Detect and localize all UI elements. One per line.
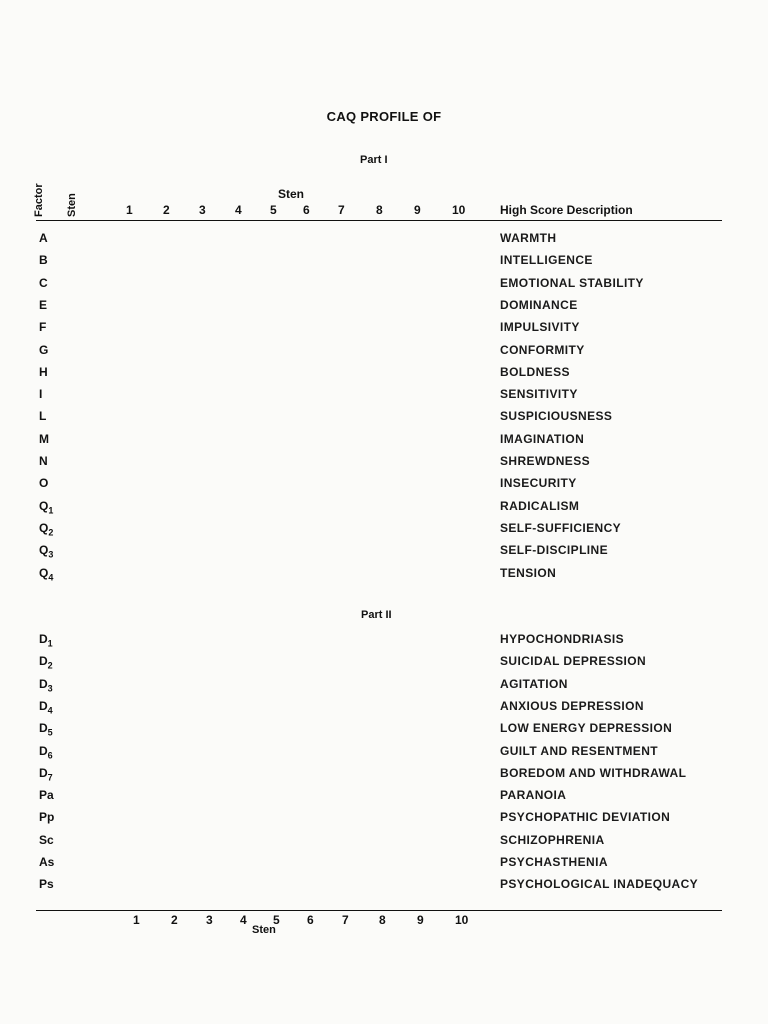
high-score-description: IMAGINATION	[500, 432, 585, 446]
footer-scale-tick: 6	[307, 913, 314, 927]
header-scale-tick: 7	[338, 203, 345, 217]
factor-letter: Ps	[39, 877, 54, 891]
high-score-description: EMOTIONAL STABILITY	[500, 276, 644, 290]
factor-label	[39, 810, 54, 824]
header-scale-tick: 5	[270, 203, 277, 217]
high-score-description: BOLDNESS	[500, 365, 570, 379]
sten-column-header: Sten	[66, 193, 78, 217]
factor-letter: I	[39, 387, 43, 401]
header-scale-tick: 9	[414, 203, 421, 217]
factor-letter: Q	[39, 521, 49, 535]
header-scale-tick: 4	[235, 203, 242, 217]
header-scale-tick: 6	[303, 203, 310, 217]
factor-label	[39, 855, 54, 869]
high-score-description: SUSPICIOUSNESS	[500, 409, 613, 423]
factor-label	[39, 298, 47, 312]
header-scale-tick: 10	[452, 203, 466, 217]
factor-label	[39, 476, 48, 490]
factor-subscript: 1	[47, 638, 53, 649]
high-score-description: SHREWDNESS	[500, 454, 591, 468]
factor-label	[39, 632, 53, 648]
factor-letter: D	[39, 654, 48, 668]
footer-rule	[36, 910, 722, 911]
high-score-description: IMPULSIVITY	[500, 320, 580, 334]
high-score-description: SENSITIVITY	[500, 387, 578, 401]
header-rule	[36, 220, 722, 221]
footer-scale-tick: 2	[171, 913, 178, 927]
factor-letter: D	[39, 699, 48, 713]
factor-letter: E	[39, 298, 48, 312]
factor-label	[39, 365, 48, 379]
factor-label	[39, 677, 53, 693]
factor-column-header: Factor	[33, 183, 45, 217]
factor-subscript: 5	[47, 727, 53, 738]
header-scale-tick: 8	[376, 203, 383, 217]
factor-letter: B	[39, 253, 48, 267]
high-score-description: WARMTH	[500, 231, 557, 245]
header-scale-tick: 3	[199, 203, 206, 217]
factor-letter: D	[39, 721, 48, 735]
factor-label	[39, 343, 48, 357]
footer-scale-tick: 10	[455, 913, 469, 927]
factor-label	[39, 320, 46, 334]
factor-letter: C	[39, 276, 48, 290]
high-score-description: HYPOCHONDRIASIS	[500, 632, 625, 646]
factor-label	[39, 454, 48, 468]
factor-label	[39, 521, 53, 537]
factor-label	[39, 766, 53, 782]
high-score-description-header: High Score Description	[500, 203, 633, 217]
high-score-description: SELF-SUFFICIENCY	[500, 521, 622, 535]
high-score-description: PSYCHASTHENIA	[500, 855, 608, 869]
page-title: CAQ PROFILE OF	[326, 109, 442, 124]
factor-letter: As	[39, 855, 55, 869]
high-score-description: PSYCHOLOGICAL INADEQUACY	[500, 877, 699, 891]
factor-subscript: 3	[48, 549, 54, 560]
factor-label	[39, 788, 54, 802]
factor-letter: D	[39, 766, 48, 780]
factor-subscript: 2	[47, 660, 53, 671]
part1-label: Part I	[360, 154, 388, 166]
factor-label	[39, 276, 48, 290]
footer-scale-tick: 4	[240, 913, 247, 927]
factor-label	[39, 721, 53, 737]
header-scale-tick: 2	[163, 203, 170, 217]
sten-scale-header: Sten	[278, 187, 305, 201]
factor-letter: L	[39, 409, 47, 423]
high-score-description: TENSION	[500, 566, 557, 580]
factor-letter: A	[39, 231, 48, 245]
high-score-description: SELF-DISCIPLINE	[500, 543, 609, 557]
high-score-description: PARANOIA	[500, 788, 567, 802]
factor-letter: Q	[39, 543, 49, 557]
factor-subscript: 7	[47, 772, 53, 783]
factor-label	[39, 543, 53, 559]
high-score-description: CONFORMITY	[500, 343, 585, 357]
factor-label	[39, 432, 49, 446]
high-score-description: INTELLIGENCE	[500, 253, 593, 267]
footer-scale-tick: 1	[133, 913, 140, 927]
factor-letter: D	[39, 677, 48, 691]
factor-letter: D	[39, 744, 48, 758]
factor-label	[39, 409, 46, 423]
factor-subscript: 3	[47, 683, 53, 694]
high-score-description: SCHIZOPHRENIA	[500, 833, 605, 847]
factor-letter: H	[39, 365, 48, 379]
high-score-description: AGITATION	[500, 677, 568, 691]
factor-subscript: 1	[48, 505, 54, 516]
high-score-description: DOMINANCE	[500, 298, 578, 312]
factor-subscript: 6	[47, 750, 53, 761]
header-scale-tick: 1	[126, 203, 133, 217]
factor-letter: M	[39, 432, 49, 446]
high-score-description: SUICIDAL DEPRESSION	[500, 654, 647, 668]
part2-label: Part II	[361, 609, 392, 621]
factor-label	[39, 833, 54, 847]
footer-scale-tick: 8	[379, 913, 386, 927]
factor-subscript: 4	[48, 572, 54, 583]
high-score-description: BOREDOM AND WITHDRAWAL	[500, 766, 687, 780]
factor-letter: O	[39, 476, 49, 490]
high-score-description: GUILT AND RESENTMENT	[500, 744, 658, 758]
high-score-description: LOW ENERGY DEPRESSION	[500, 721, 673, 735]
factor-letter: Pp	[39, 810, 55, 824]
factor-letter: Sc	[39, 833, 54, 847]
factor-subscript: 2	[48, 527, 54, 538]
factor-label	[39, 654, 53, 670]
factor-letter: F	[39, 320, 47, 334]
factor-label	[39, 387, 42, 401]
high-score-description: RADICALISM	[500, 499, 580, 513]
factor-letter: Q	[39, 566, 49, 580]
factor-label	[39, 253, 48, 267]
high-score-description: PSYCHOPATHIC DEVIATION	[500, 810, 671, 824]
footer-sten-label: Sten	[252, 924, 276, 936]
factor-label	[39, 744, 53, 760]
factor-label	[39, 699, 53, 715]
factor-letter: Pa	[39, 788, 54, 802]
factor-letter: Q	[39, 499, 49, 513]
footer-scale-tick: 9	[417, 913, 424, 927]
factor-label	[39, 877, 54, 891]
high-score-description: INSECURITY	[500, 476, 577, 490]
high-score-description: ANXIOUS DEPRESSION	[500, 699, 644, 713]
factor-letter: D	[39, 632, 48, 646]
footer-scale-tick: 5	[273, 913, 280, 927]
factor-letter: G	[39, 343, 49, 357]
footer-scale-tick: 3	[206, 913, 213, 927]
factor-letter: N	[39, 454, 48, 468]
factor-label	[39, 499, 53, 515]
footer-scale-tick: 7	[342, 913, 349, 927]
factor-label	[39, 231, 48, 245]
factor-label	[39, 566, 53, 582]
factor-subscript: 4	[47, 705, 53, 716]
